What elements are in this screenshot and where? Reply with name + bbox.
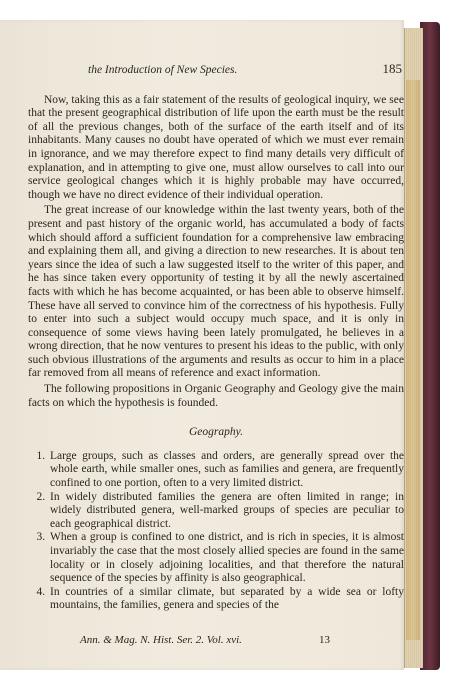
page-text [28, 62, 404, 613]
book [0, 20, 440, 670]
list-item: 4. In countries of a similar climate, but separated by a wide sea or lofty mountains, the families, genera and species of the [48, 586, 404, 613]
running-title: the Introduction of New Species. [88, 64, 238, 76]
paragraph: The following propositions in Organic Geography and Geology give the main facts on which the hypothesis is founded. [28, 383, 404, 409]
propositions-list [28, 450, 404, 613]
book-cover [420, 22, 440, 670]
section-heading: Geography. [189, 426, 243, 439]
book-page [0, 20, 404, 670]
paragraph: The great increase of our knowledge within the last twenty years, both of the present and past history of the organic world, has accumulated a body of facts which should afford a sufficient foundation for a comprehensive law embracing and explaining them all, and giving a direction to new researches. It is about ten years since the idea of such a law suggested itself to the writer of this paper, and he has since taken every opportunity of testing it by all the newly ascertained facts with which he has become acquainted, or has been able to observe himself. These have all served to convince him of the correctness of his hypothesis. Fully to enter into such a subject would occupy much space, and it is only in consequence of some views having been lately promulgated, he believes in a wrong direction, that he now ventures to present his ideas to the public, with only such obvious illustrations of the arguments and results as occur to him in a place far removed from all means of reference and exact information. [28, 204, 404, 380]
running-header [88, 62, 404, 78]
page-number: 185 [382, 61, 402, 76]
page-footer [80, 634, 330, 646]
footer-signature: Ann. & Mag. N. Hist. Ser. 2. Vol. xvi. [80, 634, 242, 646]
list-item: 1. Large groups, such as classes and orders, are generally spread over the whole earth, while smaller ones, such as families and genera, are frequently confined to one portion, often to a very limited district. [48, 450, 404, 491]
paragraph: Now, taking this as a fair statement of the results of geological inquiry, we see that the present geographical distribution of life upon the earth must be the result of all the previous changes, both of the surface of the earth itself and of its inhabitants. Many causes no doubt have operated of which we must ever remain in ignorance, and we may therefore expect to find many details very difficult of explanation, and in attempting to give one, must allow ourselves to call into our service geological changes which it is highly probable may have occurred, though we have no direct evidence of their individual operation. [28, 93, 404, 201]
gilt-edge [406, 80, 420, 640]
list-item: 2. In widely distributed families the genera are often limited in range; in widely distributed genera, well-marked groups of species are peculiar to each geographical district. [48, 491, 404, 532]
sheet-number: 13 [319, 634, 330, 646]
list-item: 3. When a group is confined to one district, and is rich in species, it is almost invariably the case that the most closely allied species are found in the same locality or in closely adjoining localities, and that therefore the natural sequence of the species by affinity is also geographical. [48, 531, 404, 585]
